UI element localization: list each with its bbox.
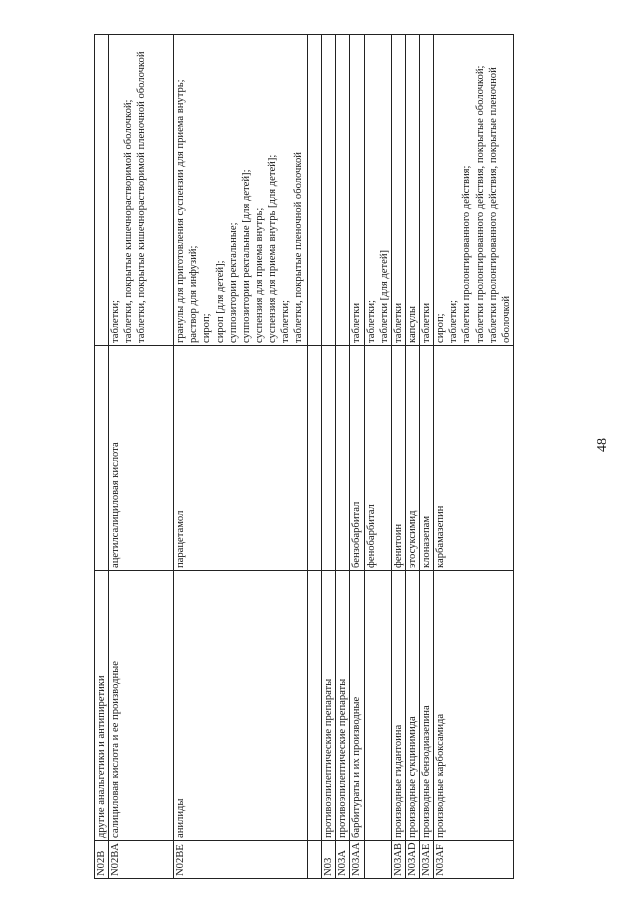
drug-name-cell — [95, 346, 109, 571]
table-row — [420, 35, 434, 879]
drug-name-cell — [308, 346, 322, 571]
anatomical-group-cell: другие анальгетики и антипиретики — [95, 571, 109, 841]
table-row — [174, 35, 308, 879]
table-row — [308, 35, 322, 879]
drug-name-cell: фенитоин — [391, 346, 405, 571]
dosage-form-line: таблетки; — [280, 300, 292, 343]
atc-code-cell: N03AE — [420, 841, 434, 879]
atc-code-cell: N03AB — [391, 841, 405, 879]
anatomical-group-cell: производные гидантоина — [391, 571, 405, 841]
anatomical-group-cell: противоэпилептические препараты — [322, 571, 336, 841]
atc-code-cell: N03AD — [405, 841, 419, 879]
anatomical-group-cell: производные сукцинимида — [405, 571, 419, 841]
drug-name-cell: фенобарбитал — [364, 346, 391, 571]
dosage-form-line: суспензия для приема внутрь [для детей]; — [267, 154, 278, 343]
drug-name-cell: карбамазепин — [434, 346, 514, 571]
dosage-forms-cell — [405, 35, 419, 346]
drug-name-cell: парацетамол — [174, 346, 308, 571]
atc-code-cell: N03AA — [350, 841, 364, 879]
anatomical-group-cell: барбитураты и их производные — [350, 571, 364, 841]
drug-name-cell: ацетилсалициловая кислота — [109, 346, 174, 571]
anatomical-group-cell: производные бензодиазепина — [420, 571, 434, 841]
drug-name-cell: клоназепам — [420, 346, 434, 571]
dosage-form-line: таблетки пролонгированного действия, покрытые пленочной оболочкой — [487, 67, 512, 343]
atc-code-cell: N02B — [95, 841, 109, 879]
dosage-form-line: суппозитории ректальные; — [227, 222, 239, 343]
dosage-form-line: сироп [для детей]; — [214, 260, 226, 343]
anatomical-group-cell — [364, 571, 391, 841]
anatomical-group-cell: противоэпилептические препараты — [336, 571, 350, 841]
dosage-form-line: сироп; — [435, 313, 447, 343]
anatomical-group-cell: салициловая кислота и ее производные — [109, 571, 174, 841]
table-row — [364, 35, 391, 879]
drug-name-cell — [336, 346, 350, 571]
atc-code-cell: N02BE — [174, 841, 308, 879]
dosage-forms-cell — [322, 35, 336, 346]
dosage-forms-cell — [174, 35, 308, 346]
dosage-form-line: таблетки пролонгированного действия, покрытые оболочкой; — [474, 65, 486, 343]
table-row — [336, 35, 350, 879]
atc-code-cell — [364, 841, 391, 879]
dosage-form-line: таблетки — [392, 302, 404, 343]
dosage-forms-cell — [420, 35, 434, 346]
table-row — [434, 35, 514, 879]
atc-code-cell: N03AF — [434, 841, 514, 879]
atc-code-cell: N03 — [322, 841, 336, 879]
table-row — [405, 35, 419, 879]
anatomical-group-cell: производные карбоксамида — [434, 571, 514, 841]
dosage-form-line: суппозитории ректальные [для детей]; — [240, 169, 252, 343]
dosage-form-line: гранулы для приготовления суспензии для приема внутрь; — [175, 79, 187, 343]
drug-name-cell — [322, 346, 336, 571]
dosage-form-line: таблетки; — [448, 300, 460, 343]
dosage-form-line: таблетки; — [110, 300, 122, 343]
dosage-form-line: таблетки, покрытые кишечнорастворимой оболочкой; — [123, 99, 135, 343]
dosage-forms-cell — [95, 35, 109, 346]
anatomical-group-cell — [308, 571, 322, 841]
atc-code-cell: N03A — [336, 841, 350, 879]
dosage-form-line: таблетки — [351, 302, 363, 343]
dosage-form-line: таблетки пролонгированного действия; — [461, 165, 473, 343]
dosage-form-line: таблетки, покрытые кишечнорастворимой пленочной оболочкой — [136, 51, 148, 343]
dosage-form-line: раствор для инфузий; — [188, 245, 200, 343]
atc-code-cell: N02BA — [109, 841, 174, 879]
table-row — [391, 35, 405, 879]
dosage-forms-cell — [308, 35, 322, 346]
drug-name-cell: этосуксимид — [405, 346, 419, 571]
dosage-forms-cell — [364, 35, 391, 346]
dosage-forms-cell — [336, 35, 350, 346]
dosage-forms-cell — [109, 35, 174, 346]
dosage-forms-cell — [391, 35, 405, 346]
drug-list-table — [94, 34, 514, 879]
atc-code-cell — [308, 841, 322, 879]
dosage-form-line: таблетки [для детей] — [378, 249, 390, 343]
table-row — [109, 35, 174, 879]
dosage-form-line: таблетки; — [365, 300, 377, 343]
table-row — [322, 35, 336, 879]
dosage-form-line: таблетки — [421, 302, 432, 343]
dosage-form-line: капсулы — [406, 305, 418, 343]
anatomical-group-cell: анилиды — [174, 571, 308, 841]
page-number: 48 — [595, 438, 610, 452]
dosage-form-line: суспензия для приема внутрь; — [253, 207, 265, 343]
table-body — [95, 35, 514, 879]
table-row — [350, 35, 364, 879]
table-row — [95, 35, 109, 879]
dosage-forms-cell — [434, 35, 514, 346]
drug-name-cell: бензобарбитал — [350, 346, 364, 571]
dosage-form-line: сироп; — [201, 313, 213, 343]
dosage-forms-cell — [350, 35, 364, 346]
dosage-form-line: таблетки, покрытые пленочной оболочкой — [293, 152, 305, 343]
rotated-table-container — [94, 35, 556, 879]
